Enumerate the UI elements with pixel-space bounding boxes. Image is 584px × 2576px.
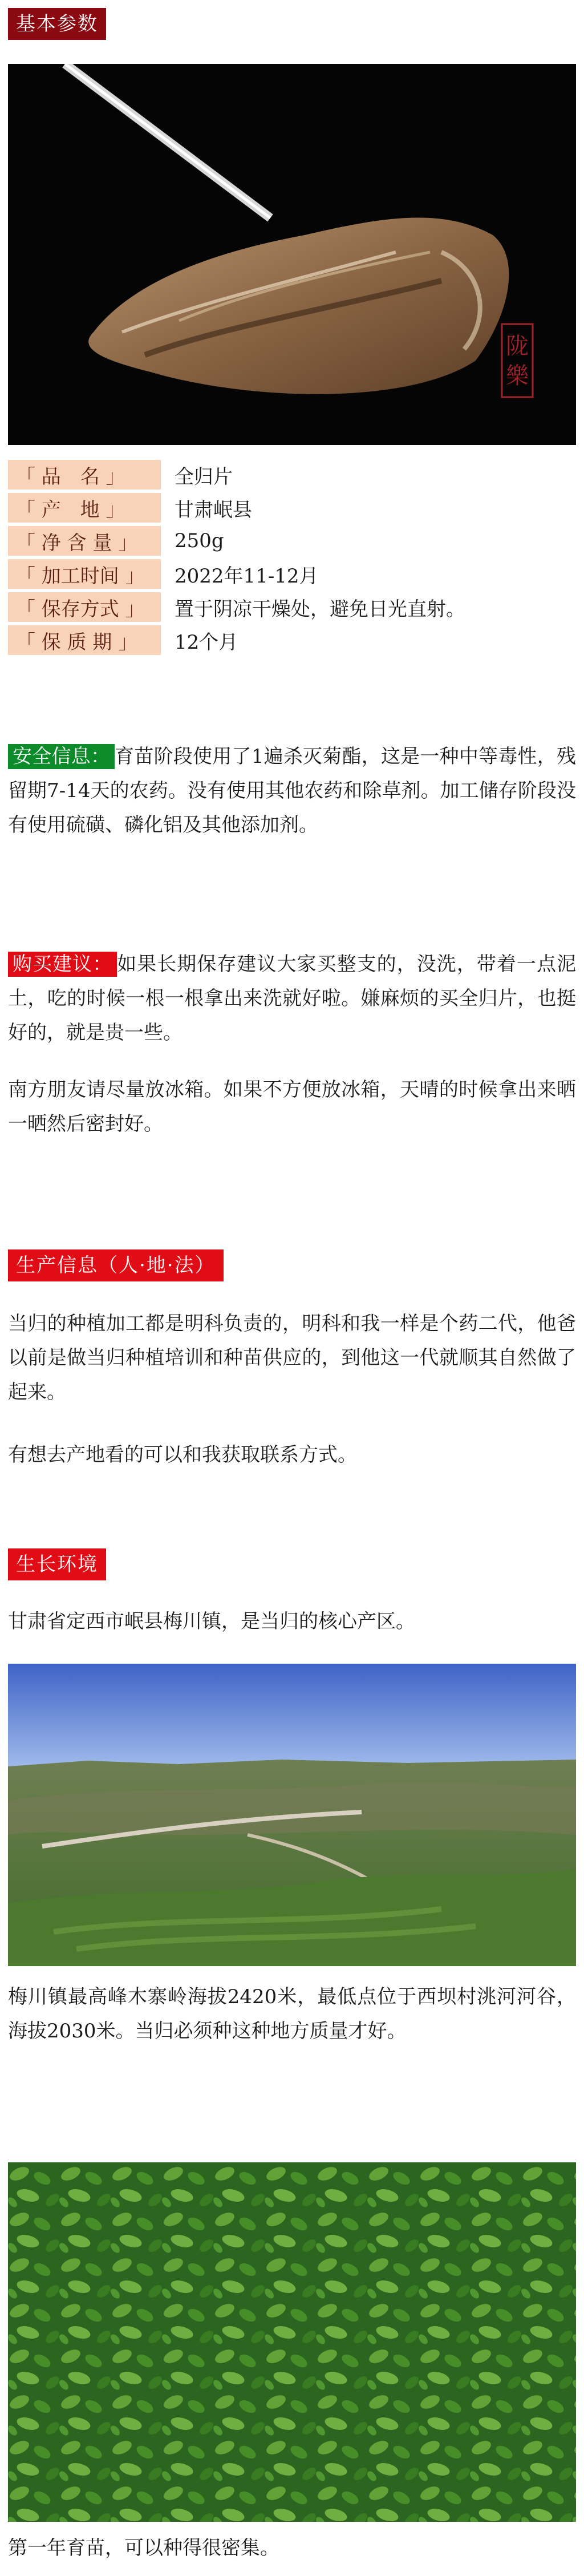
production-paragraph-1: 当归的种植加工都是明科负责的，明科和我一样是个药二代，他爸以前是做当归种植培训和种苗供应的，到他这一代就顺其自然做了起来。 [8,1312,576,1404]
purchase-note: 南方朋友请尽量放冰箱。如果不方便放冰箱，天晴的时候拿出来晒一晒然后密封好。 [8,1078,576,1135]
param-value: 置于阴凉干燥处，避免日光直射。 [175,597,465,621]
param-label: 「 品 名 」 [8,460,161,490]
seal-glyph-1: 陇 [506,333,529,359]
safety-paragraph [8,739,576,842]
param-value: 12个月 [175,630,238,654]
seal-glyph-2: 樂 [506,363,529,389]
param-row-origin [8,493,252,523]
param-label: 「 净 含 量 」 [8,526,161,556]
safety-tag: 安全信息： [8,744,115,769]
param-row-processing-time [8,559,319,589]
section-tag-production: 生产信息（人·地·法） [8,1249,224,1281]
growth-paragraph-3: 第一年育苗，可以种得很密集。 [8,2537,279,2559]
param-value: 2022年11-12月 [175,564,319,588]
production-paragraph-2: 有想去产地看的可以和我获取联系方式。 [8,1443,357,1466]
param-label: 「 保 质 期 」 [8,625,161,655]
seedling-photo [8,2162,576,2522]
safety-text: 育苗阶段使用了1遍杀灭菊酯，这是一种中等毒性，残留期7-14天的农药。没有使用其他农药和除草剂。加工储存阶段没有使用硫磺、磷化铝及其他添加剂。 [8,745,576,836]
product-photo [8,64,576,445]
param-value: 甘肃岷县 [175,498,252,521]
param-value: 全归片 [175,465,233,488]
growth-paragraph-1: 甘肃省定西市岷县梅川镇，是当归的核心产区。 [8,1610,415,1633]
section-tag-growth: 生长环境 [8,1548,106,1580]
param-label: 「 保存方式 」 [8,592,161,622]
purchase-paragraph [8,947,576,1050]
purchase-tag: 购买建议： [8,952,117,977]
param-label: 「 加工时间 」 [8,559,161,589]
terrain-photo [8,1664,576,1966]
param-row-weight [8,526,224,556]
param-row-storage [8,592,465,622]
param-row-name [8,460,233,490]
purchase-text: 如果长期保存建议大家买整支的，没洗，带着一点泥土，吃的时候一根一根拿出来洗就好啦。嫌麻烦的买全归片，也挺好的，就是贵一些。 [8,953,577,1044]
param-label: 「 产 地 」 [8,493,161,523]
param-value: 250g [175,529,224,552]
section-tag-basic: 基本参数 [8,8,106,40]
param-row-shelf-life [8,625,238,655]
growth-paragraph-2: 梅川镇最高峰木寨岭海拔2420米，最低点位于西坝村洮河河谷，海拔2030米。当归必须种这种地方质量才好。 [8,1985,576,2043]
